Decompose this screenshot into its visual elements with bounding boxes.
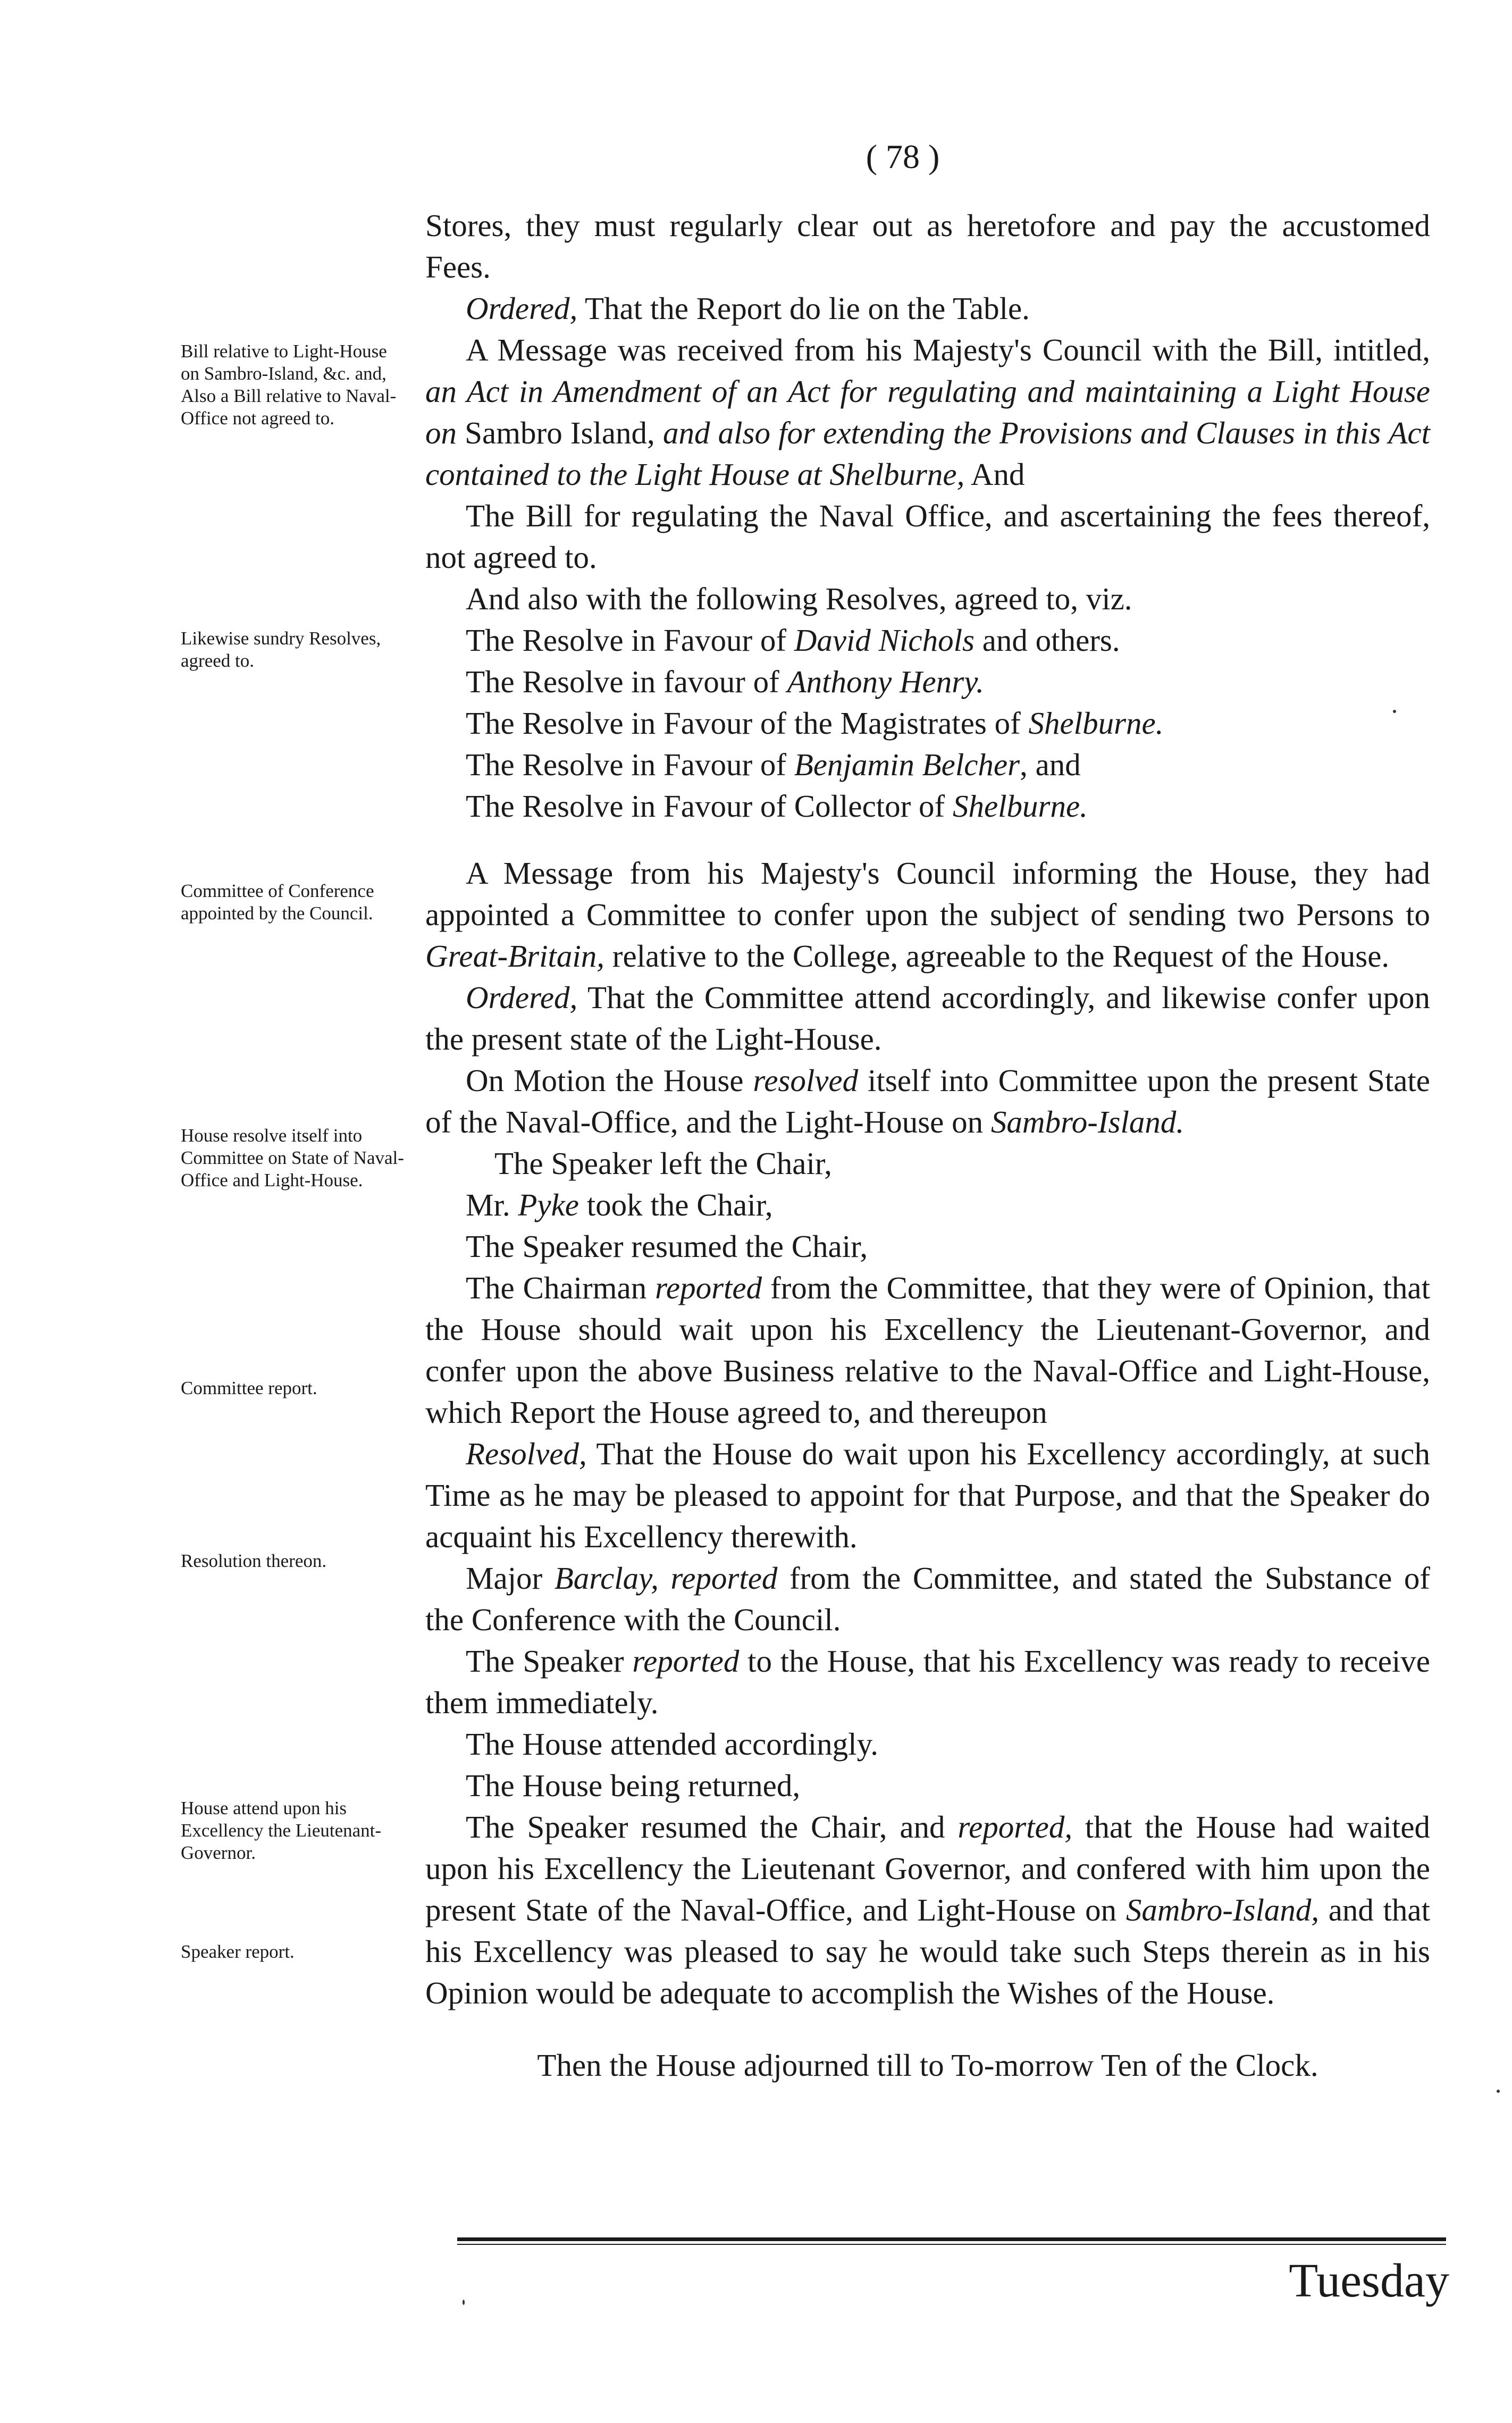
resolve-place: Shelburne. [1028,706,1164,741]
paragraph-speaker-final-report [425,1806,1430,2014]
resolve-place: Shelburne. [952,789,1088,824]
paragraph-resolves-intro: And also with the following Resolves, agreed to, viz. [466,581,1132,616]
page-number: ( 78 ) [866,138,940,175]
paragraph-text: The Chairman [466,1270,656,1305]
resolve-item [425,744,1430,785]
paragraph-text: to the House, that his Excellency was ready to receive them immediately. [425,1644,1430,1720]
paragraph-text: The Speaker resumed the Chair, and [466,1809,958,1845]
ordered-label: Ordered, [466,291,578,326]
resolve-item [425,619,1430,661]
paragraph-motion [425,1060,1430,1143]
paragraph-text: that the House had waited upon his Excellency the Lieutenant Governor, and confered with him upon the present State of the Naval-Office, and Light-House on [425,1809,1431,1927]
paragraph-text: Mr. [466,1187,518,1222]
paragraph-text: That the House do wait upon his Excellency accordingly, at such Time as he may be pleased to appoint for that Purpose, and that the Speaker do acquaint his Excellency therewith. [425,1436,1430,1554]
paragraph-speaker-left: The Speaker left the Chair, [494,1146,832,1181]
margin-note-conference: Committee of Conference appointed by the Council. [181,881,374,924]
place-name: Sambro-Island. [990,1104,1185,1139]
paragraph-text: The Speaker [466,1644,633,1679]
paragraph-resolved [425,1433,1430,1557]
paragraph-pyke-chair [425,1184,1430,1226]
paragraph-text: Major [466,1561,555,1596]
emphasis: reported [632,1644,740,1679]
paragraph-council-message [425,329,1430,495]
resolve-text: The Resolve in Favour of the Magistrates of [466,706,1029,741]
place-name: Sambro Island, [457,415,663,450]
footer-rule-thick [457,2237,1446,2241]
bill-title: an Act in Amendment of an Act for regulating and maintaining a Light House on [425,374,1430,450]
paragraph-house-returned: The House being returned, [466,1768,801,1803]
emphasis: reported, [957,1809,1073,1845]
bill-title-cont: and also for extending the Provisions and Clauses in this Act contained to the Light House at Shelburne, [425,415,1431,492]
margin-note-committee-state: House resolve itself into Committee on State of Naval-Office and Light-House. [181,1125,404,1190]
emphasis: reported [655,1270,762,1305]
paragraph-text [659,1561,671,1596]
person-name: Barclay, [554,1561,659,1596]
ink-speck [1393,710,1396,713]
paragraph-conference-message [425,852,1430,977]
paragraph-text: That the Committee attend accordingly, and likewise confer upon the present state of the Light-House. [425,980,1430,1057]
footer-rule-thin [457,2244,1446,2245]
paragraph-text: itself into Committee upon the present State of the Naval-Office, and the Light-House on [425,1063,1430,1139]
paragraph-chairman-report [425,1267,1430,1433]
resolve-person: Anthony Henry. [787,664,984,699]
emphasis: reported [670,1561,778,1596]
margin-note-light-house-bill: Bill relative to Light-House on Sambro-Island, &c. and, Also a Bill relative to Naval-Office not agreed to. [181,341,397,429]
paragraph-text: took the Chair, [578,1187,773,1222]
margin-note-resolves: Likewise sundry Resolves, agreed to. [181,628,381,671]
paragraph-stores: Stores, they must regularly clear out as heretofore and pay the accustomed Fees. [425,208,1430,284]
paragraph-text: A Message from his Majesty's Council informing the House, they had appointed a Committee to confer upon the subject of sending two Persons to [425,856,1430,932]
paragraph-text: And [964,457,1025,492]
place-name: Great-Britain, [425,938,605,974]
margin-note-resolution: Resolution thereon. [181,1550,327,1571]
emphasis: resolved [753,1063,859,1098]
paragraph-house-attended: The House attended accordingly. [466,1726,878,1762]
resolve-text: The Resolve in Favour of Collector of [466,789,953,824]
resolve-text: , and [1020,747,1081,782]
paragraph-naval-bill: The Bill for regulating the Naval Office, and ascertaining the fees thereof, not agreed to. [425,498,1430,575]
margin-note-committee-report: Committee report. [181,1378,317,1398]
resolve-person: David Nichols [794,623,975,658]
ink-speck [463,2300,465,2305]
paragraph-text: relative to the College, agreeable to the Request of the House. [604,938,1390,974]
paragraph-ordered-report [425,288,1430,329]
resolve-text: The Resolve in Favour of [466,747,794,782]
paragraph-speaker-resumed: The Speaker resumed the Chair, [466,1229,868,1264]
paragraph-text: and that his Excellency was pleased to say he would take such Steps therein as in his Opinion would be adequate to accomplish the Wishes of the House. [425,1892,1430,2010]
catchword: Tuesday [1289,2254,1449,2307]
paragraph-ordered-committee [425,977,1430,1060]
paragraph-adjourned: Then the House adjourned till to To-morrow Ten of the Clock. [537,2048,1318,2083]
resolve-item [425,661,1430,702]
paragraph-text: from the Committee, that they were of Opinion, that the House should wait upon his Excellency the Lieutenant-Governor, and confer upon the above Business relative to the Naval-Office and Light-House, which Report the House agreed to, and thereupon [425,1270,1430,1430]
margin-note-speaker-report: Speaker report. [181,1941,295,1962]
ink-speck [1497,2090,1500,2093]
margin-note-house-attend: House attend upon his Excellency the Lieutenant-Governor. [181,1798,382,1863]
ordered-label: Ordered, [466,980,578,1015]
paragraph-barclay [425,1557,1430,1640]
paragraph-text: On Motion the House [466,1063,753,1098]
paragraph-text: from the Committee, and stated the Substance of the Conference with the Council. [425,1561,1430,1637]
journal-body [425,205,1430,2086]
resolve-person: Benjamin Belcher [794,747,1020,782]
paragraph-text: That the Report do lie on the Table. [577,291,1030,326]
paragraph-text: A Message was received from his Majesty's Council with the Bill, intitled, [466,332,1430,367]
resolved-label: Resolved, [466,1436,587,1471]
resolve-text: The Resolve in Favour of [466,623,794,658]
resolve-item [425,785,1430,827]
place-name: Sambro-Island, [1125,1892,1320,1927]
resolve-text: The Resolve in favour of [466,664,787,699]
person-name: Pyke [518,1187,579,1222]
paragraph-speaker-ready [425,1640,1430,1723]
resolve-item [425,702,1430,744]
resolve-text: and others. [974,623,1120,658]
